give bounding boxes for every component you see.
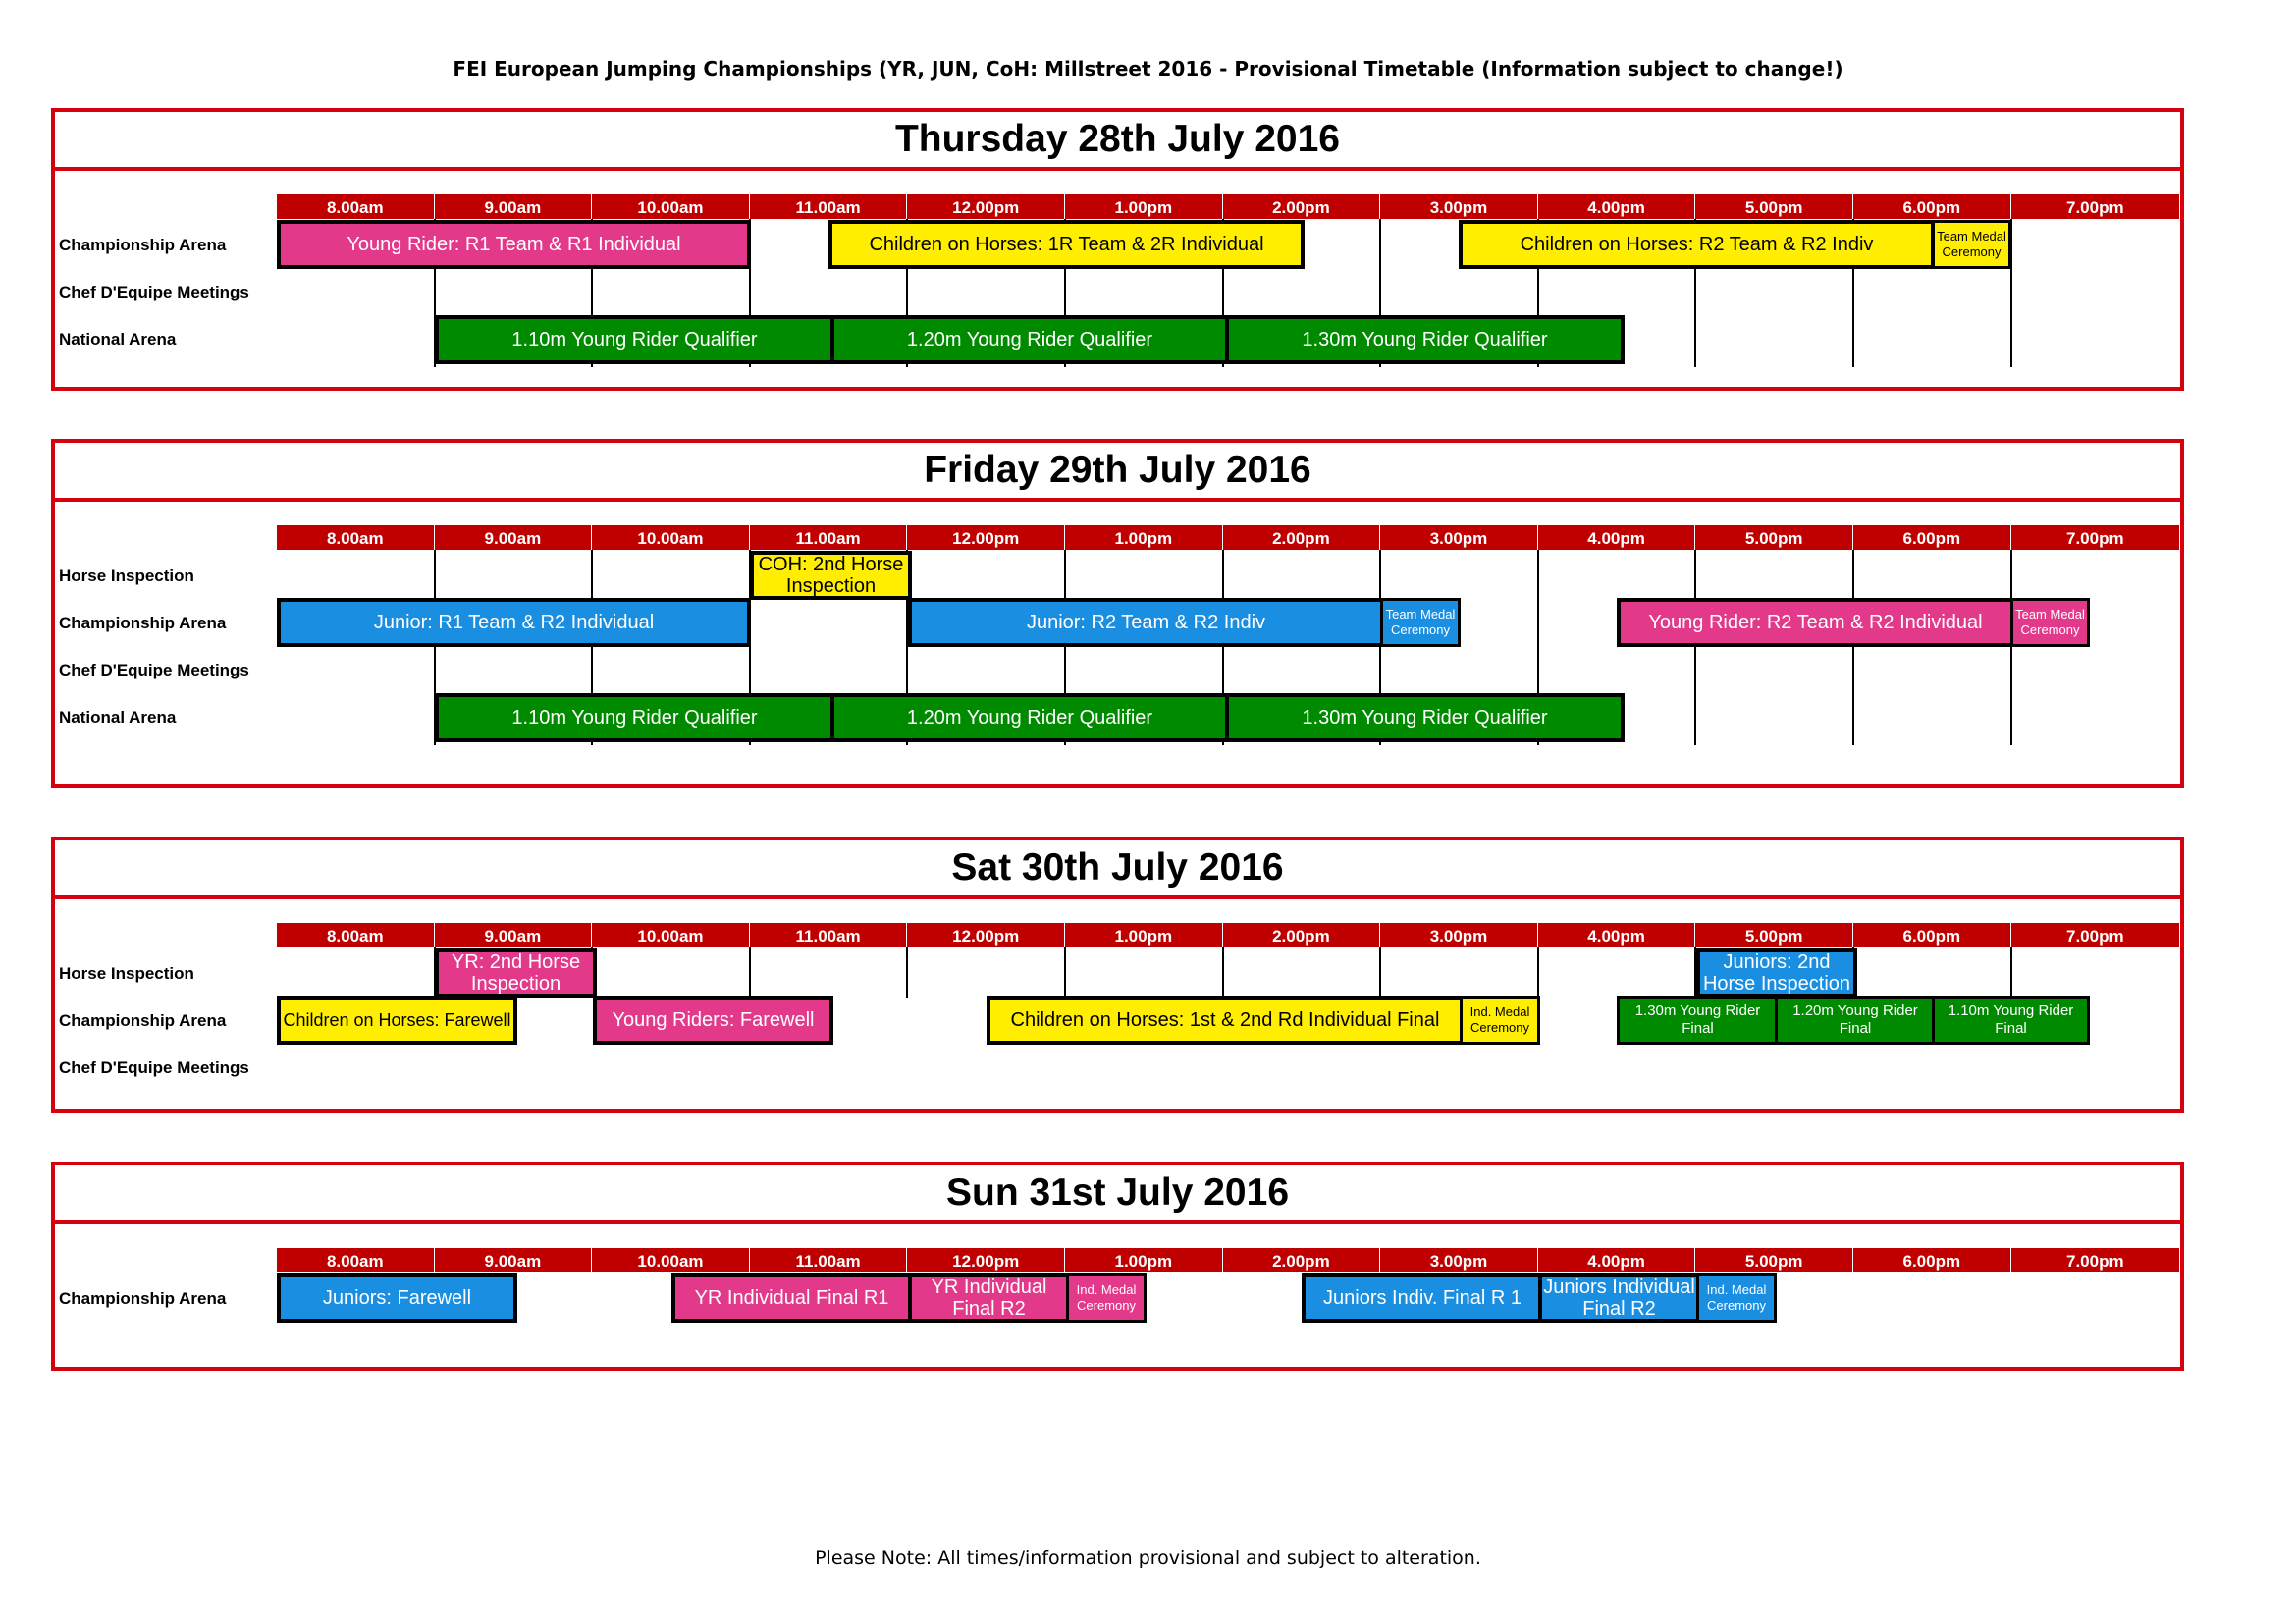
footer-note: Please Note: All times/information provisional and subject to alteration. [815,1547,1481,1569]
event-block: Junior: R2 Team & R2 Indiv [908,598,1384,647]
time-header-cell: 6.00pm [1853,923,2011,947]
time-header-cell: 3.00pm [1380,1248,1538,1272]
event-block: YR Individual Final R1 [671,1273,912,1323]
event-block: Children on Horses: R2 Team & R2 Indiv [1459,220,1935,269]
event-block: Team Medal Ceremony [2010,598,2090,647]
event-block: Juniors Individual Final R2 [1538,1273,1700,1323]
grid-line [1852,550,1854,745]
time-header-cell: 5.00pm [1695,1248,1853,1272]
grid-line [1379,947,1381,998]
time-header-cell: 7.00pm [2011,1248,2180,1272]
time-header-cell: 6.00pm [1853,194,2011,219]
time-header-cell: 1.00pm [1065,1248,1223,1272]
day-thursday [51,108,2184,391]
event-block: 1.30m Young Rider Qualifier [1225,315,1625,364]
page-title: FEI European Jumping Championships (YR, JUN, CoH: Millstreet 2016 - Provisional Timetable (Information subject to change!) [453,57,1843,81]
event-block: Juniors: Farewell [277,1273,517,1323]
event-block: YR Individual Final R2 [908,1273,1070,1323]
event-block: 1.20m Young Rider Final [1775,996,1936,1045]
time-header-cell: 11.00am [750,923,908,947]
day-title: Friday 29th July 2016 [55,443,2180,502]
grid-line [749,947,751,998]
time-header-cell: 12.00pm [907,1248,1065,1272]
row-label-championship-arena: Championship Arena [59,614,227,632]
time-header-cell: 7.00pm [2011,525,2180,550]
grid-line [1064,947,1066,998]
event-block: 1.10m Young Rider Final [1932,996,2090,1045]
row-label-championship-arena: Championship Arena [59,1011,227,1030]
time-header-cell: 8.00am [277,194,435,219]
grid-line [2010,947,2012,998]
time-header-cell: 12.00pm [907,194,1065,219]
event-block: YR: 2nd Horse Inspection [435,948,597,998]
time-header-cell: 9.00am [435,194,593,219]
time-header-cell: 2.00pm [1223,1248,1381,1272]
event-block: Juniors Indiv. Final R 1 [1302,1273,1543,1323]
time-header-cell: 4.00pm [1538,1248,1696,1272]
grid-line [906,947,908,998]
time-header-cell: 7.00pm [2011,923,2180,947]
time-header-cell: 11.00am [750,1248,908,1272]
time-header-cell: 8.00am [277,1248,435,1272]
event-block: 1.20m Young Rider Qualifier [830,315,1229,364]
event-block: Ind. Medal Ceremony [1460,996,1540,1045]
row-label-chef-meetings: Chef D'Equipe Meetings [59,661,249,679]
row-label-championship-arena: Championship Arena [59,236,227,254]
event-block: 1.30m Young Rider Final [1617,996,1779,1045]
time-header-cell: 5.00pm [1695,923,1853,947]
event-block: Team Medal Ceremony [1932,220,2011,269]
event-block: Team Medal Ceremony [1380,598,1461,647]
row-label-horse-inspection: Horse Inspection [59,567,194,585]
event-block: Ind. Medal Ceremony [1066,1273,1147,1323]
time-header-cell: 9.00am [435,1248,593,1272]
row-label-chef-meetings: Chef D'Equipe Meetings [59,1058,249,1077]
time-header-cell: 11.00am [750,194,908,219]
time-header-cell: 1.00pm [1065,525,1223,550]
time-header-cell: 9.00am [435,525,593,550]
grid-line [1694,550,1696,745]
grid-line [1537,947,1539,998]
day-saturday [51,837,2184,1113]
time-header-cell: 9.00am [435,923,593,947]
time-header-cell: 2.00pm [1223,923,1381,947]
time-header-cell: 12.00pm [907,525,1065,550]
time-header-cell: 10.00am [592,923,750,947]
time-header-cell: 1.00pm [1065,194,1223,219]
event-block: Children on Horses: Farewell [277,996,517,1045]
grid-line [1222,947,1224,998]
time-header-cell: 6.00pm [1853,1248,2011,1272]
event-block: Young Rider: R1 Team & R1 Individual [277,220,751,269]
time-header-cell: 10.00am [592,525,750,550]
time-header-cell: 5.00pm [1695,194,1853,219]
row-label-championship-arena: Championship Arena [59,1289,227,1308]
event-block: 1.10m Young Rider Qualifier [435,315,834,364]
time-header-cell: 3.00pm [1380,194,1538,219]
row-label-horse-inspection: Horse Inspection [59,964,194,983]
time-header-cell: 8.00am [277,525,435,550]
time-header-cell: 11.00am [750,525,908,550]
time-header-cell: 6.00pm [1853,525,2011,550]
time-header-cell: 12.00pm [907,923,1065,947]
row-label-national-arena: National Arena [59,708,177,727]
row-label-national-arena: National Arena [59,330,177,349]
day-title: Sat 30th July 2016 [55,840,2180,899]
grid-line [2010,550,2012,745]
event-block: Junior: R1 Team & R2 Individual [277,598,751,647]
time-header-cell: 5.00pm [1695,525,1853,550]
time-header-cell: 2.00pm [1223,525,1381,550]
event-block: Juniors: 2nd Horse Inspection [1696,948,1857,998]
time-header-cell: 2.00pm [1223,194,1381,219]
day-friday [51,439,2184,788]
event-block: 1.20m Young Rider Qualifier [830,693,1229,742]
event-block: COH: 2nd Horse Inspection [750,551,912,600]
time-header-cell: 10.00am [592,1248,750,1272]
event-block: 1.30m Young Rider Qualifier [1225,693,1625,742]
event-block: Children on Horses: 1st & 2nd Rd Individual Final [987,996,1464,1045]
day-sunday [51,1162,2184,1371]
row-label-chef-meetings: Chef D'Equipe Meetings [59,283,249,301]
time-header-cell: 3.00pm [1380,525,1538,550]
day-title: Sun 31st July 2016 [55,1165,2180,1224]
event-block: 1.10m Young Rider Qualifier [435,693,834,742]
event-block: Children on Horses: 1R Team & 2R Individual [828,220,1305,269]
event-block: Young Rider: R2 Team & R2 Individual [1617,598,2014,647]
day-title: Thursday 28th July 2016 [55,112,2180,171]
time-header-cell: 4.00pm [1538,194,1696,219]
time-header-cell: 10.00am [592,194,750,219]
event-block: Ind. Medal Ceremony [1696,1273,1777,1323]
time-header-cell: 7.00pm [2011,194,2180,219]
time-header-cell: 4.00pm [1538,923,1696,947]
event-block: Young Riders: Farewell [593,996,833,1045]
time-header-cell: 3.00pm [1380,923,1538,947]
time-header-cell: 4.00pm [1538,525,1696,550]
time-header-cell: 8.00am [277,923,435,947]
time-header-cell: 1.00pm [1065,923,1223,947]
